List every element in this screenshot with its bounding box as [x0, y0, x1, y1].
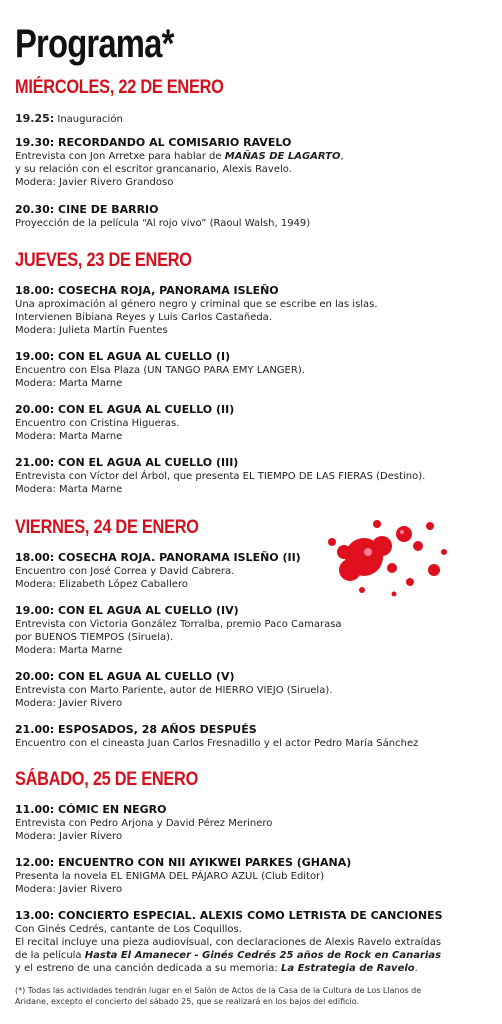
day-heading-wednesday: MIÉRCOLES, 22 DE ENERO: [15, 77, 224, 98]
event-esposados: [15, 723, 495, 750]
book-title: MAÑAS DE LAGARTO: [224, 151, 341, 162]
event-moderator: Modera: Julieta Martín Fuentes: [15, 325, 168, 336]
day-heading-friday: VIERNES, 24 DE ENERO: [15, 517, 199, 538]
event-text: Inauguración: [54, 114, 123, 125]
film-title: Hasta El Amanecer - Ginés Cedrés 25 años de Rock en Canarias: [84, 950, 442, 961]
event-desc: Presenta la novela EL ENIGMA DEL PÁJARO AZUL (Club Editor): [15, 871, 325, 882]
footnote-line: Aridane, excepto el concierto del sábado 25, que se realizará en los bajos del edificio.: [15, 997, 360, 1006]
event-desc: Entrevista con Victoria González Torralba, premio Paco Camarasa: [15, 619, 342, 630]
event-desc: Encuentro con Cristina Higueras.: [15, 418, 180, 429]
event-agua-cuello-5: [15, 670, 495, 710]
day-heading-thursday: JUEVES, 23 DE ENERO: [15, 250, 192, 271]
event-desc: y el estreno de una canción dedicada a su memoria:: [15, 963, 281, 974]
event-heading: 20.00: CON EL AGUA AL CUELLO (II): [15, 403, 235, 416]
event-desc: y su relación con el escritor grancanario, Alexis Ravelo.: [15, 164, 292, 175]
event-moderator: Modera: Marta Marne: [15, 431, 123, 442]
event-desc: El recital incluye una pieza audiovisual, con declaraciones de Alexis Ravelo extraídas: [15, 937, 442, 948]
event-nii-ayikwei-parkes: [15, 856, 495, 896]
event-moderator: Modera: Marta Marne: [15, 484, 123, 495]
event-desc: Entrevista con Víctor del Árbol, que presenta EL TIEMPO DE LAS FIERAS (Destino).: [15, 471, 426, 482]
song-title: La Estrategia de Ravelo: [280, 963, 415, 974]
event-desc: Encuentro con José Correa y David Cabrera.: [15, 566, 235, 577]
event-heading: 19.00: CON EL AGUA AL CUELLO (IV): [15, 604, 239, 617]
event-heading: 11.00: CÓMIC EN NEGRO: [15, 803, 167, 816]
page-title: Programa*: [15, 22, 174, 66]
punctuation: .: [414, 963, 418, 974]
event-cine-de-barrio: [15, 203, 495, 230]
event-desc: Entrevista con Pedro Arjona y David Pérez Merinero: [15, 818, 273, 829]
event-time: 19.30:: [15, 136, 55, 149]
event-desc: Con Ginés Cedrés, cantante de Los Coquillos.: [15, 924, 242, 935]
event-cosecha-roja-2: [15, 551, 495, 591]
event-agua-cuello-4: [15, 604, 495, 657]
event-agua-cuello-1: [15, 350, 495, 390]
event-desc: Encuentro con Elsa Plaza (UN TANGO PARA EMY LANGER).: [15, 365, 305, 376]
footnote-line: (*) Todas las actividades tendrán lugar en el Salón de Actos de la Casa de la Cultura de Los Llanos de: [15, 986, 422, 995]
event-moderator: Modera: Elizabeth López Caballero: [15, 579, 188, 590]
event-cosecha-roja-1: [15, 284, 495, 337]
event-heading: 21.00: ESPOSADOS, 28 AÑOS DESPUÉS: [15, 723, 257, 736]
event-heading: 18.00: COSECHA ROJA. PANORAMA ISLEÑO (II): [15, 551, 301, 564]
event-desc: Encuentro con el cineasta Juan Carlos Fresnadillo y el actor Pedro María Sánchez: [15, 738, 419, 749]
event-desc: Entrevista con Jon Arretxe para hablar de: [15, 151, 225, 162]
event-moderator: Modera: Javier Rivero Grandoso: [15, 177, 174, 188]
footnote: [15, 985, 490, 1007]
event-heading: 12.00: ENCUENTRO CON NII AYIKWEI PARKES (GHANA): [15, 856, 352, 869]
event-time: 19.25:: [15, 112, 55, 125]
event-moderator: Modera: Javier Rivero: [15, 884, 123, 895]
day-heading-saturday: SÁBADO, 25 DE ENERO: [15, 769, 199, 790]
event-comic-en-negro: [15, 803, 495, 843]
event-heading: 21.00: CON EL AGUA AL CUELLO (III): [15, 456, 239, 469]
event-concierto-especial: [15, 909, 495, 975]
punctuation: ,: [340, 151, 344, 162]
event-agua-cuello-2: [15, 403, 495, 443]
event-moderator: Modera: Javier Rivero: [15, 698, 123, 709]
event-agua-cuello-3: [15, 456, 495, 496]
event-desc: Proyección de la película “Al rojo vivo” (Raoul Walsh, 1949): [15, 218, 311, 229]
event-heading: 19.00: CON EL AGUA AL CUELLO (I): [15, 350, 231, 363]
event-heading: 13.00: CONCIERTO ESPECIAL. ALEXIS COMO LETRISTA DE CANCIONES: [15, 909, 443, 922]
event-heading: 20.30: CINE DE BARRIO: [15, 203, 159, 216]
event-desc: Intervienen Bibiana Reyes y Luis Carlos Castañeda.: [15, 312, 272, 323]
event-desc: de la película: [15, 950, 85, 961]
event-heading: 20.00: CON EL AGUA AL CUELLO (V): [15, 670, 235, 683]
event-recordando-ravelo: [15, 136, 495, 189]
event-moderator: Modera: Marta Marne: [15, 378, 123, 389]
event-title: RECORDANDO AL COMISARIO RAVELO: [54, 136, 292, 149]
event-heading: 18.00: COSECHA ROJA, PANORAMA ISLEÑO: [15, 284, 279, 297]
event-desc: por BUENOS TIEMPOS (Siruela).: [15, 632, 174, 643]
event-desc: Entrevista con Marto Pariente, autor de HIERRO VIEJO (Siruela).: [15, 685, 333, 696]
event-inauguration: [15, 112, 495, 126]
event-moderator: Modera: Javier Rivero: [15, 831, 123, 842]
event-desc: Una aproximación al género negro y criminal que se escribe en las islas.: [15, 299, 378, 310]
event-moderator: Modera: Marta Marne: [15, 645, 123, 656]
